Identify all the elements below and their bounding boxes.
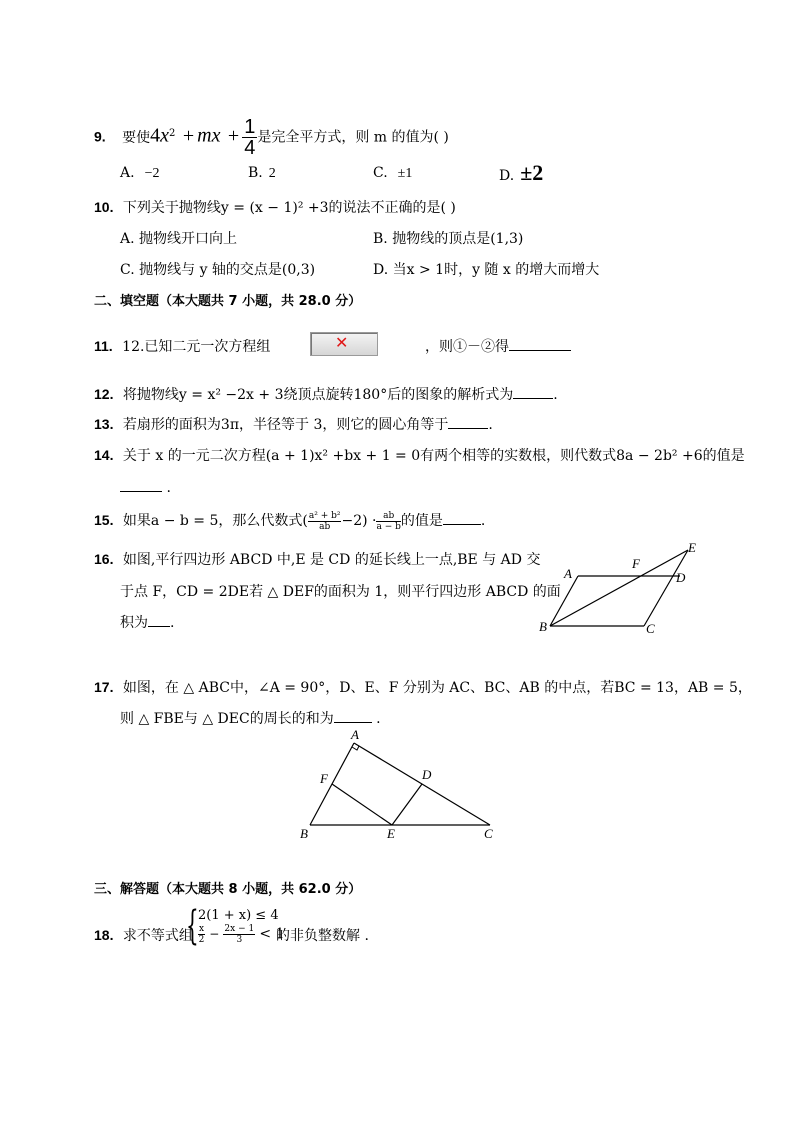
question-number: 16. (94, 551, 114, 567)
question-number: 11. (94, 338, 113, 354)
option-d: D. ±2 (499, 160, 544, 185)
point-label-a: A (564, 566, 572, 581)
option-c: C. 抛物线与 y 轴的交点是(0,3) (120, 262, 316, 278)
inequality-1: 2(1 + x) ≤ 4 (198, 908, 279, 923)
option-b: B. 抛物线的顶点是(1,3) (373, 231, 524, 247)
question-10 (94, 197, 456, 217)
point-label-c: C (484, 826, 493, 841)
question-number: 14. (94, 447, 114, 463)
question-text: 关于 x 的一元二次方程(a + 1)x² +bx + 1 = 0有两个相等的实数根，则代数式8a − 2b² +6的值是 (122, 448, 745, 464)
question-text: 求不等式组 (122, 928, 193, 944)
question-16-line2: 于点 F，CD = 2DE若 △ DEF的面积为 1，则平行四边形 ABCD 的面 (120, 584, 561, 600)
point-label-d: D (422, 767, 432, 782)
question-9 (94, 117, 449, 158)
point-label-a: A (351, 727, 359, 742)
point-label-f: F (320, 771, 328, 786)
math-term: mx (197, 124, 221, 147)
math-fraction: $\frac{2x - 1}{3}$ (224, 924, 255, 945)
question-number: 10. (94, 199, 114, 215)
section-heading: 二、填空题（本大题共 7 小题，共 28.0 分） (94, 294, 362, 309)
point-label-f: F (632, 556, 640, 571)
question-text: 如图,平行四边形 ABCD 中,E 是 CD 的延长线上一点,BE 与 AD 交 (122, 552, 541, 568)
point-label-b: B (300, 826, 308, 841)
math-fraction: $\frac{1}{4}$ (244, 116, 256, 159)
math-fraction: $\frac{\text{a² + b²}}{ab}$ (308, 510, 341, 532)
inequality-2: $\frac{x}{2}$ − $\frac{2x - 1}{3}$ < 1 (198, 924, 285, 945)
option-b: B. 2 (248, 165, 276, 181)
question-16-line3: 积为 . (120, 612, 174, 632)
question-text: 如果a − b = 5，那么代数式( (122, 513, 308, 529)
option-a: A. 抛物线开口向上 (120, 231, 238, 247)
question-13: 13. 若扇形的面积为3π，半径等于 3，则它的圆心角等于 . (94, 416, 493, 433)
answer-blank (448, 414, 488, 429)
answer-blank (443, 510, 481, 525)
section-heading: 三、解答题（本大题共 8 小题，共 62.0 分） (94, 882, 362, 897)
question-number: 13. (94, 416, 114, 432)
question-text: 要使 (122, 129, 151, 146)
math-var: x (160, 124, 170, 147)
question-12: 12. 将抛物线y = x² −2x + 3绕顶点旋转180°后的图象的解析式为 . (94, 386, 558, 403)
question-16 (94, 549, 540, 569)
question-18-tail: 的非负整数解 . (276, 928, 369, 944)
broken-image-icon: ✕ (310, 332, 378, 356)
math-plus: + (182, 124, 195, 147)
answer-blank (509, 336, 571, 351)
answer-blank (513, 384, 553, 399)
question-text: 如图，在 △ ABC中，∠A = 90°，D、E、F 分别为 AC、BC、AB 的中点，若BC = 13，AB = 5， (122, 680, 752, 696)
point-label-b: B (539, 619, 547, 634)
question-text: 下列关于抛物线y = (x − 1)² +3的说法不正确的是( ) (122, 200, 456, 216)
option-a: A. −2 (120, 165, 160, 181)
point-label-e: E (387, 826, 395, 841)
question-number: 18. (94, 927, 114, 943)
math-coef: 4 (150, 124, 161, 147)
question-number: 15. (94, 512, 114, 528)
option-c: C. ±1 (373, 165, 413, 181)
answer-blank (334, 708, 372, 723)
question-number: 12. (94, 386, 114, 402)
question-number: 9. (94, 128, 106, 145)
answer-blank (148, 612, 170, 627)
question-text: 是完全平方式，则 m 的值为( ) (257, 129, 449, 146)
triangle-figure (296, 726, 506, 844)
brace: { (186, 903, 199, 949)
question-17 (94, 677, 752, 697)
question-11-tail: ，则①－②得 (425, 336, 571, 356)
question-11 (94, 336, 270, 356)
question-text: 12.已知二元一次方程组 (122, 339, 271, 355)
question-18 (94, 925, 193, 945)
point-label-c: C (646, 621, 655, 636)
parallelogram-figure (530, 538, 710, 638)
question-text: 将抛物线y = x² −2x + 3绕顶点旋转180°后的图象的解析式为 (122, 387, 514, 403)
math-exponent: 2 (169, 127, 176, 139)
math-fraction: $\frac{ab}{a - b}$ (376, 510, 401, 532)
question-17-line2: 则 △ FBE与 △ DEC的周长的和为 . (120, 708, 381, 728)
point-label-d: D (676, 570, 686, 585)
question-14-blank-line: . (120, 477, 171, 496)
question-text: 若扇形的面积为3π，半径等于 3，则它的圆心角等于 (122, 417, 449, 433)
point-label-e: E (688, 540, 696, 555)
question-14 (94, 445, 745, 465)
question-number: 17. (94, 679, 114, 695)
math-fraction: $\frac{x}{2}$ (198, 924, 205, 945)
answer-blank (120, 477, 162, 492)
question-15: 15. 如果a − b = 5，那么代数式( $\frac{\text{a² + b²}}{ab}$ −2) · $\frac{ab}{a - b}$ 的值是 . (94, 510, 486, 532)
option-d: D. 当x > 1时，y 随 x 的增大而增大 (373, 262, 600, 278)
math-plus: + (227, 124, 240, 147)
